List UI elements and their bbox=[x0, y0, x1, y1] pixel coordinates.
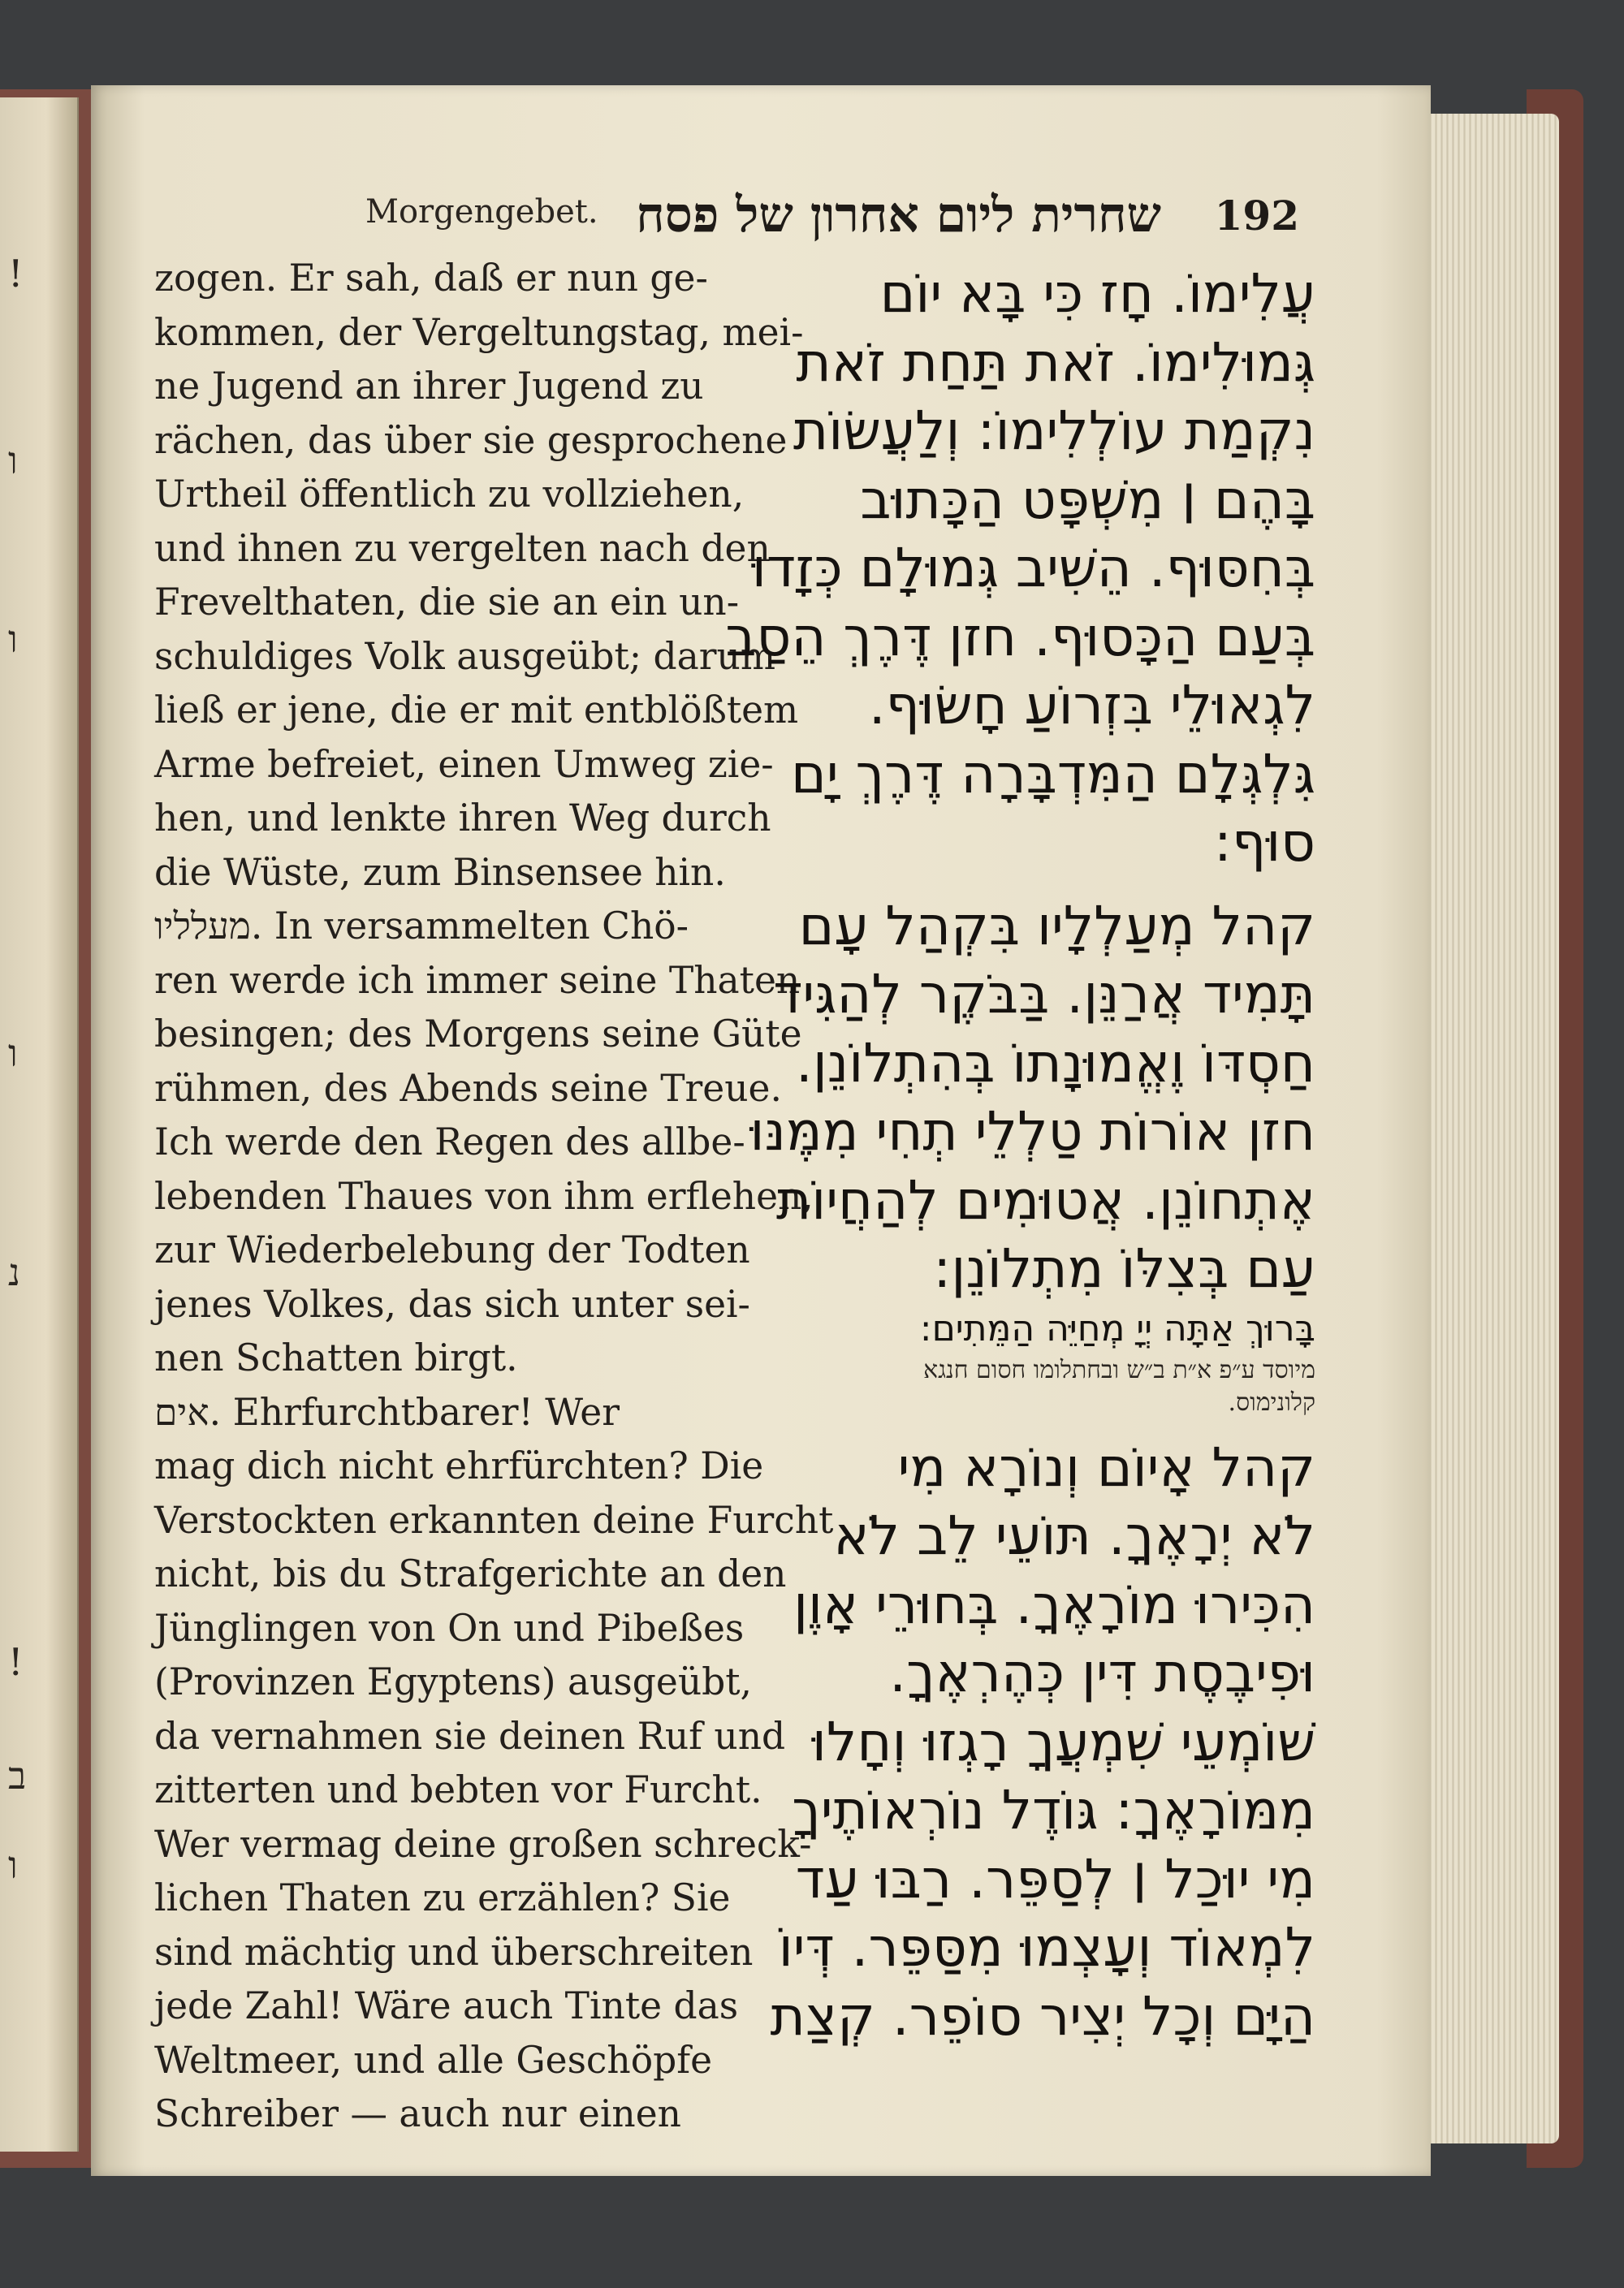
german-text-line: zogen. Er sah, daß er nun ge- bbox=[154, 257, 708, 300]
german-text-line: zitterten und bebten vor Furcht. bbox=[154, 1768, 762, 1811]
german-text-line: die Wüste, zum Binsensee hin. bbox=[154, 850, 726, 894]
hebrew-text-line: וּפִיבֶסֶת דִּין כְּהֶרְאֶךָ. bbox=[889, 1642, 1315, 1704]
german-text-line: Weltmeer, und alle Geschöpfe bbox=[154, 2038, 713, 2082]
german-text-line: und ihnen zu vergelten nach den bbox=[154, 526, 771, 570]
hebrew-text-line: שׁוֹמְעֵי שִׁמְעֲךָ רָגְזוּ וְחָלוּ bbox=[811, 1710, 1315, 1773]
attribution-note: קלונימוס. bbox=[1228, 1388, 1315, 1417]
german-text-line: lichen Thaten zu erzählen? Sie bbox=[154, 1876, 731, 1919]
hebrew-text-line: לִגְאוּלֵי בִּזְרוֹעַ חָשׂוּף. bbox=[868, 674, 1315, 736]
german-text-line: ren werde ich immer seine Thaten bbox=[154, 958, 801, 1002]
german-text-line: jede Zahl! Wäre auch Tinte das bbox=[154, 1984, 739, 2027]
german-text-line: besingen; des Morgens seine Güte bbox=[154, 1012, 802, 1056]
closing-blessing: בָּרוּךְ אַתָּה יְיָ מְחַיֵּה הַמֵּתִים: bbox=[919, 1307, 1315, 1349]
german-text-line: Ich werde den Regen des allbe- bbox=[154, 1120, 745, 1163]
attribution-note: מיוסד ע״פ א״ת ב״ש ובחתלומו חסום חנגא bbox=[923, 1355, 1315, 1384]
german-text-line: zur Wiederbelebung der Todten bbox=[154, 1228, 750, 1271]
hebrew-text-line: חַסְדּוֹ וֶאֱמוּנָתוֹ בְּהִתְלוֹנֵן. bbox=[795, 1031, 1315, 1094]
hebrew-text-line: נִקְמַת עוֹלְלִימוֹ: וְלַעֲשׂוֹת bbox=[793, 399, 1315, 462]
german-text-line: ne Jugend an ihrer Jugend zu bbox=[154, 365, 704, 408]
hebrew-text-line: תָּמִיד אֲרַנֵּן. בַּבֹּקֶר לְהַגִּיד bbox=[773, 963, 1315, 1025]
german-text-line: nen Schatten birgt. bbox=[154, 1336, 518, 1379]
german-text-line: אים. Ehrfurchtbarer! Wer bbox=[154, 1390, 620, 1434]
german-text-line: Urtheil öffentlich zu vollziehen, bbox=[154, 473, 745, 516]
german-text-line: Arme befreiet, einen Umweg zie- bbox=[154, 742, 774, 786]
german-text-line: sind mächtig und überschreiten bbox=[154, 1930, 754, 1974]
german-text-line: מעלליו. In versammelten Chö- bbox=[154, 904, 689, 948]
hebrew-text-line: גִּלְגְּלָם הַמִּדְבָּרָה דֶּרֶךְ יָם bbox=[791, 742, 1315, 805]
hebrew-text-line: בְּחִסּוּף. הֵשִׁיב גְּמוּלָם כְּזָדוּ bbox=[751, 537, 1315, 599]
hebrew-text-line: חזן אוֹרוֹת טַלְלֵי תְחִי מִמֶּנּוּ bbox=[749, 1100, 1315, 1163]
hebrew-text-line: קהל אָיוֹם וְנוֹרָא מִי bbox=[897, 1435, 1315, 1499]
section-gap bbox=[755, 878, 1315, 892]
hebrew-text-line: אֶתְחוֹנֵן. אֲטוּמִים לְהַחֲיוֹת bbox=[775, 1168, 1315, 1232]
german-text-line: schuldiges Volk ausgeübt; darum bbox=[154, 634, 775, 678]
german-text-line: Schreiber — auch nur einen bbox=[154, 2092, 681, 2135]
hebrew-text-line: לֹא יְרָאֶךָ. תּוֹעֵי לֵב לֹא bbox=[833, 1504, 1315, 1567]
hebrew-text-line: מִמּוֹרָאֶךָ: גּוֹדֶל נוֹרְאוֹתֶיךָ bbox=[792, 1779, 1315, 1841]
german-text-line: kommen, der Vergeltungstag, mei- bbox=[154, 310, 804, 354]
hebrew-text-line: גְּמוּלִימוֹ. זֹאת תַּחַת זֹאת bbox=[796, 330, 1315, 394]
german-text-line: lebenden Thaues von ihm erflehen, bbox=[154, 1174, 814, 1218]
hebrew-running-title: שחרית ליום אחרון של פסח bbox=[636, 187, 1161, 244]
german-running-title: Morgengebet. bbox=[365, 193, 598, 231]
german-text-line: Frevelthaten, die sie an ein un- bbox=[154, 581, 740, 624]
hebrew-text-line: לִמְאוֹד וְעָצְמוּ מִסַּפֵּר. דְּיוֹ bbox=[778, 1916, 1315, 1979]
hebrew-text-line: הִכִּירוּ מוֹרָאֶךָ. בְּחוּרֵי אָוֶן bbox=[793, 1573, 1315, 1636]
german-text-line: rühmen, des Abends seine Treue. bbox=[154, 1066, 782, 1110]
previous-page-edge bbox=[0, 97, 79, 2152]
page-number: 192 bbox=[1214, 192, 1299, 240]
hebrew-text-line: עַם בְּצִלּוֹ מִתְלוֹנֵן: bbox=[933, 1237, 1315, 1300]
german-text-line: (Provinzen Egyptens) ausgeübt, bbox=[154, 1660, 752, 1703]
hebrew-text-line: בְּעַם הַכָּסוּף. חזן דֶּרֶךְ הֵסַב bbox=[725, 605, 1315, 668]
section-gap bbox=[755, 1419, 1315, 1434]
german-translation-column bbox=[154, 252, 834, 2142]
german-text-line: da vernahmen sie deinen Ruf und bbox=[154, 1714, 786, 1758]
page-header bbox=[146, 187, 1299, 250]
german-text-line: Verstockten erkannten deine Furcht bbox=[154, 1498, 834, 1542]
german-text-line: rächen, das über sie gesprochene bbox=[154, 418, 788, 462]
german-text-line: nicht, bis du Strafgerichte an den bbox=[154, 1552, 787, 1595]
previous-page-text-fragments: ! ו ו ו נ ! ב ו bbox=[8, 252, 27, 1887]
hebrew-text-line: מִי יוּכַל ׀ לְסַפֵּר. רַבּוּ עַד bbox=[795, 1847, 1315, 1910]
german-text-line: ließ er jene, die er mit entblößtem bbox=[154, 689, 799, 732]
german-text-line: jenes Volkes, das sich unter sei- bbox=[154, 1282, 750, 1326]
german-text-line: Jünglingen von On und Pibeßes bbox=[154, 1606, 745, 1650]
hebrew-text-line: הַיָּם וְכָל יְצִיר סוֹפֵר. קְצַת bbox=[770, 1984, 1315, 2048]
german-text-line: hen, und lenkte ihren Weg durch bbox=[154, 796, 771, 840]
hebrew-text-line: בָּהֶם ׀ מִשְׁפָּט הַכָּתוּב bbox=[860, 468, 1315, 531]
hebrew-text-column bbox=[725, 260, 1315, 2051]
german-text-line: Wer vermag deine großen schreck- bbox=[154, 1822, 812, 1866]
hebrew-text-line: קהל מְעַלְלָיו בִּקְהַל עָם bbox=[798, 894, 1315, 957]
german-text-line: mag dich nicht ehrfürchten? Die bbox=[154, 1444, 764, 1487]
page-block-edges bbox=[1409, 114, 1559, 2143]
hebrew-text-line: עֲלִימוֹ. חָז כִּי בָּא יוֹם bbox=[879, 262, 1315, 325]
hebrew-text-line: סוּף: bbox=[1213, 811, 1315, 874]
